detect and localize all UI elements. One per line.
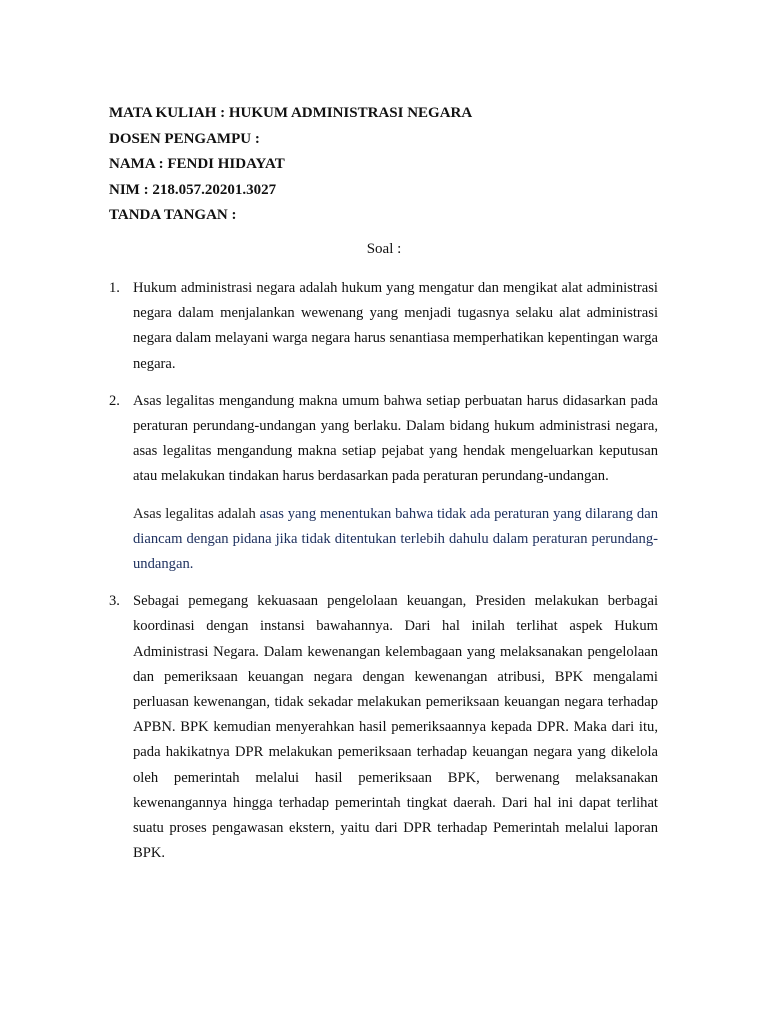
signature-line: TANDA TANGAN : xyxy=(109,207,237,223)
answer-list xyxy=(109,276,658,866)
item-number: 1. xyxy=(109,280,120,296)
item-number: 2. xyxy=(109,392,120,409)
student-id-line: NIM : 218.057.20201.3027 xyxy=(109,181,277,198)
list-item xyxy=(109,276,658,377)
list-item xyxy=(109,589,658,866)
lecturer-line: DOSEN PENGAMPU : xyxy=(109,130,260,147)
list-item xyxy=(109,389,658,577)
questions-title: Soal : xyxy=(366,241,402,257)
secondary-prefix: Asas legalitas adalah xyxy=(133,505,260,522)
item-number: 3. xyxy=(109,593,120,610)
course-line: MATA KULIAH : HUKUM ADMINISTRASI NEGARA xyxy=(109,105,473,121)
name-line: NAMA : FENDI HIDAYAT xyxy=(109,156,285,172)
document-header xyxy=(109,101,669,229)
secondary-highlight: asas yang menentukan bahwa tidak ada peraturan yang dilarang dan diancam dengan pidana jika tidak ditentukan terlebih dahulu dalam peraturan perundang-undangan. xyxy=(133,505,658,573)
item-paragraph: Sebagai pemegang kekuasaan pengelolaan keuangan, Presiden melakukan berbagai koordinasi dengan instansi bawahannya. Dari hal inilah terlihat aspek Hukum Administrasi Negara. Dalam kewenangan kelembagaan yang melaksanakan pengelolaan dan pemeriksaan keuangan negara dengan kewenangan atribusi, BPK mengalami perluasan kewenangan, tidak sekadar melakukan pemeriksaan keuangan negara terhadap APBN. BPK kemudian menyerahkan hasil pemeriksaannya kepada DPR. Maka dari itu, pada hakikatnya DPR melakukan pemeriksaan terhadap keuangan negara yang dikelola oleh pemerintah melalui hasil pemeriksaan BPK, berwenang melaksanakan kewenangannya hingga terhadap pemerintah tingkat daerah. Dari hal ini dapat terlihat suatu proses pengawasan ekstern, yaitu dari DPR terhadap Pemerintah melalui laporan BPK. xyxy=(133,593,658,862)
item-paragraph-secondary xyxy=(133,502,658,578)
item-paragraph: Asas legalitas mengandung makna umum bahwa setiap perbuatan harus didasarkan pada peraturan perundang-undangan yang berlaku. Dalam bidang hukum administrasi negara, asas legalitas mengandung makna setiap pejabat yang hendak mengeluarkan keputusan atau melakukan tindakan harus berdasarkan pada peraturan perundang-undangan. xyxy=(133,392,658,485)
item-paragraph: Hukum administrasi negara adalah hukum yang mengatur dan mengikat alat administrasi negara dalam menjalankan wewenang yang menjadi tugasnya selaku alat administrasi negara dalam melayani warga negara harus senantiasa memperhatikan kepentingan warga negara. xyxy=(133,280,658,372)
